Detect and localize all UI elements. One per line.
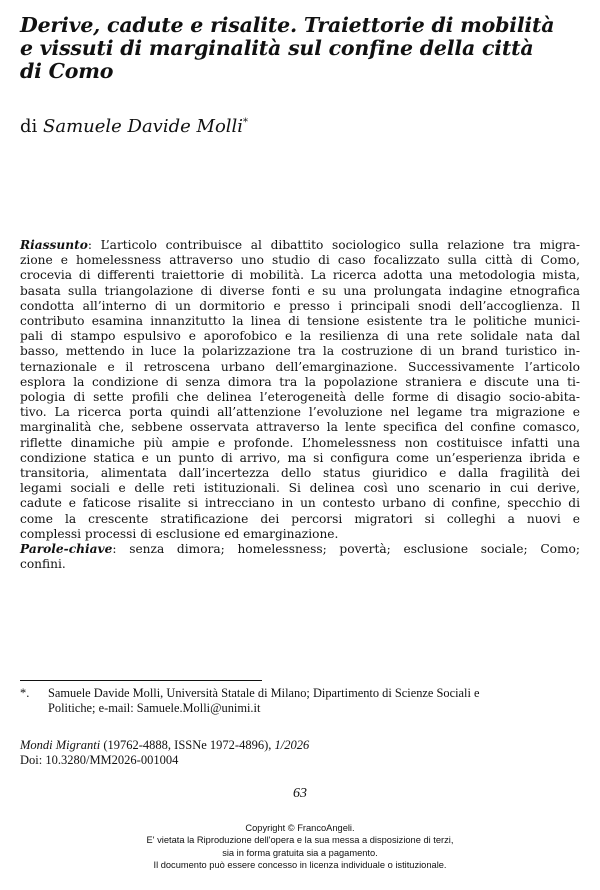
author-name: Samuele Davide Molli — [43, 116, 244, 137]
keywords-line — [20, 542, 580, 557]
abstract-line: esplora la condizione di senza dimora tra la popolazione straniera e discute una ti- — [20, 374, 580, 389]
abstract-line: legami sociali e delle reti istituzionali. Si delinea così uno scenario in cui derive, — [20, 481, 580, 496]
title-line: di Como — [20, 59, 114, 83]
author-footnote — [20, 686, 580, 716]
abstract-line: zione e homelessness attraverso uno studio di caso focalizzato sulla città di Como, — [20, 253, 580, 268]
title-line: e vissuti di marginalità sul confine della città — [20, 36, 534, 60]
abstract — [20, 238, 580, 572]
footnote-mark: *. — [20, 686, 30, 700]
abstract-line: contributo esamina innanzitutto la linea di tensione esistente tra le politiche munici- — [20, 314, 580, 329]
abstract-line: come la crescente stratificazione dei percorsi migratori si colleghi a nuovi e — [20, 511, 580, 526]
journal-doi: Doi: 10.3280/MM2026-001004 — [20, 752, 179, 767]
abstract-line: complessi processi di esclusione ed emarginazione. — [20, 526, 339, 541]
abstract-line: transitoria, alimentata dall’incertezza dello status giuridico e dalla fragilità dei — [20, 466, 580, 481]
journal-name: Mondi Migranti — [20, 738, 101, 752]
copyright-line: Copyright © FrancoAngeli. — [245, 823, 355, 833]
abstract-line: marginalità che, sebbene osservata attraverso la lente specifica del confine comasco, — [20, 420, 580, 435]
abstract-line: riflette dinamiche più ampie e profonde. L’homelessness non costituisce infatti una — [20, 435, 580, 450]
copyright-line: E' vietata la Riproduzione dell'opera e la sua messa a disposizione di terzi, — [146, 835, 454, 846]
article-title — [20, 14, 580, 83]
abstract-label: Riassunto — [20, 238, 88, 252]
author-line — [20, 116, 248, 137]
copyright-line: sia in forma gratuita sia a pagamento. — [222, 847, 378, 858]
journal-info — [20, 738, 309, 767]
abstract-line: condizione statica e un punto di arrivo, ma si configura come un’esperienza ibrida e — [20, 450, 580, 465]
title-line: Derive, cadute e risalite. Traiettorie di mobilità — [20, 13, 555, 37]
abstract-line: tivo. La ricerca porta quindi all’attenzione l’evoluzione nel legame tra migrazione e — [20, 405, 580, 420]
abstract-line: cadute e faticose risalite si intrecciano in un contesto urbano di confine, specchio di — [20, 496, 580, 511]
journal-issn: (19762-4888, ISSNe 1972-4896), — [100, 738, 275, 752]
page-number: 63 — [293, 786, 307, 801]
abstract-line: pologia di sette profili che delinea l’eterogeneità delle forme di disagio socio-abita- — [20, 390, 580, 405]
footnote-line: Politiche; e-mail: Samuele.Molli@unimi.it — [48, 701, 261, 715]
abstract-text: : L’articolo contribuisce al dibattito sociologico sulla relazione tra migra- — [87, 238, 580, 252]
footnote-line: Samuele Davide Molli, Università Statale di Milano; Dipartimento di Scienze Sociali e — [48, 686, 480, 700]
copyright-notice — [0, 822, 600, 872]
abstract-line: ternazionale e il retroscena urbano dell’emarginazione. Successivamente l’articolo — [20, 359, 580, 374]
author-footnote-mark: * — [243, 117, 249, 128]
journal-issue: 1/2026 — [274, 738, 310, 752]
author-prefix: di — [20, 116, 44, 137]
keywords-line: confini. — [20, 557, 66, 572]
abstract-line: condotta all’interno di un dormitorio e presso i principali snodi dell’accoglienza. Il — [20, 298, 580, 313]
footnote-divider — [20, 680, 262, 681]
abstract-line: pali di stampo espulsivo e aporofobico e la resilienza di una rete solidale nata dal — [20, 329, 580, 344]
copyright-line: Il documento può essere concesso in licenza individuale o istituzionale. — [153, 860, 447, 871]
abstract-line — [20, 238, 580, 253]
abstract-line: basata sulla triangolazione di diverse fonti e su una prolungata indagine etnografica — [20, 283, 580, 298]
keywords-text: : senza dimora; homelessness; povertà; esclusione sociale; Como; — [112, 542, 580, 557]
journal-citation — [20, 738, 309, 753]
abstract-line: crocevia di differenti traiettorie di mobilità. La ricerca adotta una metodologia mista, — [20, 268, 580, 283]
abstract-line: basso, mettendo in luce la polarizzazione tra la costruzione di un brand turistico in- — [20, 344, 580, 359]
keywords-label: Parole-chiave — [20, 542, 113, 557]
